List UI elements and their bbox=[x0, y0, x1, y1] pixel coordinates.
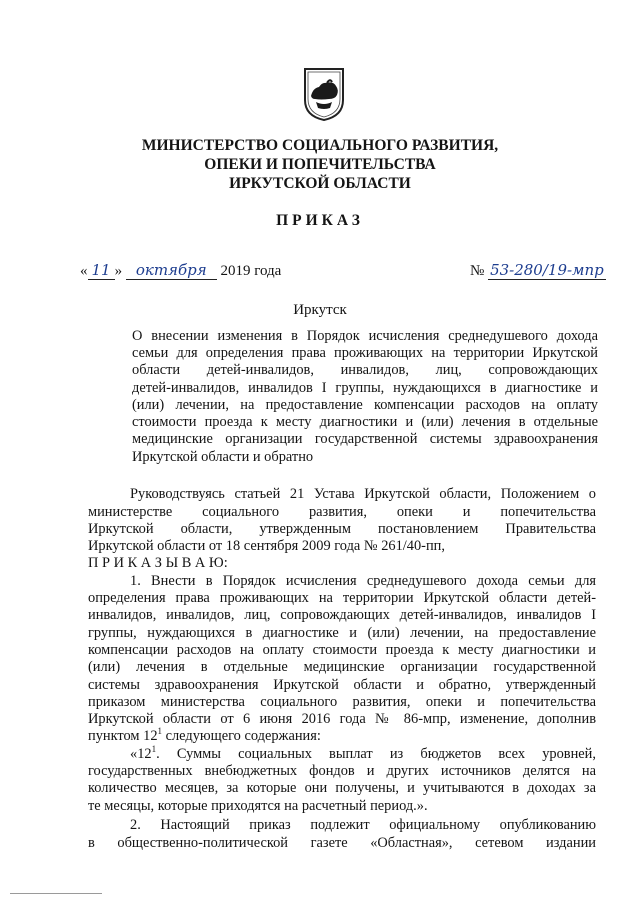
item-1-line: Иркутской области от 6 июня 2016 года № 86-мпр, изменение, дополнив bbox=[88, 711, 596, 727]
superscript: 1 bbox=[151, 744, 157, 755]
org-name-line-3: ИРКУТСКОЙ ОБЛАСТИ bbox=[229, 175, 411, 192]
number-value: 53-280/19-мпр bbox=[490, 261, 604, 279]
preamble-line: Иркутской области от 18 сентября 2009 года № 261/40-пп, bbox=[88, 538, 445, 554]
subject-line: Иркутской области и обратно bbox=[132, 449, 314, 465]
superscript: 1 bbox=[157, 726, 163, 737]
item-1-line: системы здравоохранения Иркутской области и обратно, утвержденный bbox=[88, 677, 596, 693]
item-1-line: компенсации расходов на оплату стоимости проезда к месту диагностики и bbox=[88, 642, 596, 658]
date-day: 11 bbox=[88, 261, 115, 280]
date-year: 2019 года bbox=[220, 263, 282, 279]
city-name: Иркутск bbox=[293, 302, 347, 318]
document-date bbox=[80, 262, 281, 280]
date-quote-close: » bbox=[114, 263, 123, 279]
subject-line: стоимости проезда к месту диагностики и (или) лечения в отдельные bbox=[132, 414, 598, 430]
quote-line: количество месяцев, за которые они получены, и учитываются в доходах за bbox=[88, 780, 596, 796]
scan-edge-mark bbox=[10, 893, 102, 894]
quote-first-line bbox=[130, 746, 596, 763]
date-month: октября bbox=[126, 261, 217, 280]
item-1-line: приказом министерства социального развития, опеки и попечительства bbox=[88, 694, 596, 710]
org-name-line-2: ОПЕКИ И ПОПЕЧИТЕЛЬСТВА bbox=[204, 156, 436, 173]
item-1-line: 1. Внести в Порядок исчисления среднедушевого дохода семьи для bbox=[130, 573, 596, 589]
item-1-last-text: пунктом 12 bbox=[88, 728, 158, 744]
item-1-line: определения права проживающих на территории Иркутской области детей- bbox=[88, 590, 596, 606]
subject-line: семьи для определения права проживающих на территории Иркутской bbox=[132, 345, 598, 361]
quote-line: те месяцы, которые приходятся на расчетный период.». bbox=[88, 798, 428, 814]
preamble-line: Иркутской области, утвержденным постановлением Правительства bbox=[88, 521, 596, 537]
quote-text: «12 bbox=[130, 746, 152, 762]
item-2-line: 2. Настоящий приказ подлежит официальному опубликованию bbox=[130, 817, 596, 833]
org-name-line-1: МИНИСТЕРСТВО СОЦИАЛЬНОГО РАЗВИТИЯ, bbox=[141, 137, 499, 154]
subject-line: (или) лечении, на предоставление компенсации расходов на оплату bbox=[132, 397, 598, 413]
preamble-line: Руководствуясь статьей 21 Устава Иркутской области, Положением о bbox=[130, 486, 596, 502]
item-1-line: (или) лечения в отдельные медицинские организации государственной bbox=[88, 659, 596, 675]
order-word: П Р И К А З Ы В А Ю: bbox=[88, 555, 228, 571]
quote-text: . Суммы социальных выплат из бюджетов всех уровней, bbox=[156, 746, 596, 762]
subject-line: детей-инвалидов, инвалидов I группы, нуждающихся в диагностике и bbox=[132, 380, 598, 396]
date-quote-open: « bbox=[80, 263, 88, 279]
subject-line: медицинские организации государственной системы здравоохранения bbox=[132, 431, 598, 447]
preamble-line: министерстве социального развития, опеки и попечительства bbox=[88, 504, 596, 520]
number-prefix: № bbox=[470, 263, 485, 279]
document-type-title: ПРИКАЗ bbox=[276, 212, 364, 229]
item-1-last-line bbox=[88, 728, 596, 745]
item-2-line: в общественно-политической газете «Областная», сетевом издании bbox=[88, 835, 596, 851]
document-number bbox=[470, 262, 606, 280]
quote-line: государственных внебюджетных фондов и других источников делятся на bbox=[88, 763, 596, 779]
subject-line: области детей-инвалидов, инвалидов, лиц, сопровождающих bbox=[132, 362, 598, 378]
item-1-last-text: следующего содержания: bbox=[162, 728, 321, 744]
item-1-line: инвалидов, инвалидов, лиц, сопровождающих детей-инвалидов, инвалидов I bbox=[88, 607, 596, 623]
item-1-line: группы, нуждающихся в диагностике и (или) лечении, на предоставление bbox=[88, 625, 596, 641]
coat-of-arms-emblem bbox=[302, 66, 346, 122]
subject-line: О внесении изменения в Порядок исчисления среднедушевого дохода bbox=[132, 328, 598, 344]
